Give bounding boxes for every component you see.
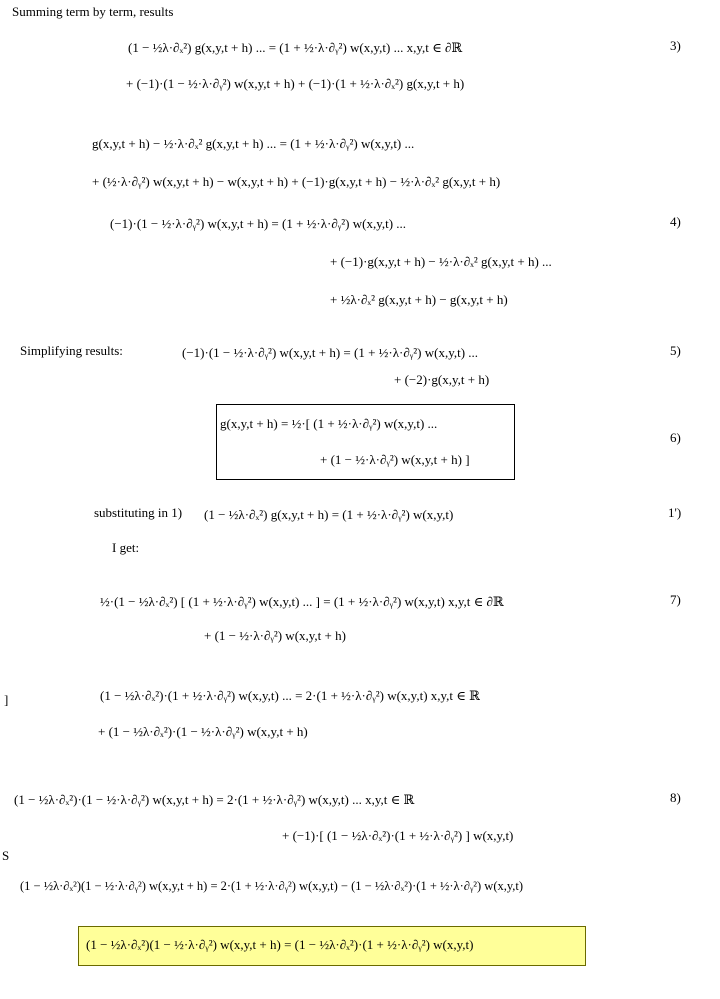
equation-3-line-4: + (½·λ·∂ᵧ²) w(x,y,t + h) − w(x,y,t + h) + (−1)·g(x,y,t + h) − ½·λ·∂ₓ² g(x,y,t + h): [92, 174, 501, 189]
equation-number-4: 4): [670, 214, 681, 229]
equation-7-line-1: ½·(1 − ½λ·∂ₓ²) [ (1 + ½·λ·∂ᵧ²) w(x,y,t) ... ] = (1 + ½·λ·∂ᵧ²) w(x,y,t) x,y,t ∈ ∂ℝ: [100, 594, 504, 609]
equation-number-3: 3): [670, 38, 681, 53]
equation-1prime: (1 − ½λ·∂ₓ²) g(x,y,t + h) = (1 + ½·λ·∂ᵧ²) w(x,y,t): [204, 507, 454, 522]
equation-4-line-3: + ½λ·∂ₓ² g(x,y,t + h) − g(x,y,t + h): [330, 292, 508, 307]
equation-5-line-2: + (−2)·g(x,y,t + h): [394, 372, 490, 387]
heading-substituting: substituting in 1): [94, 505, 183, 520]
heading-summing: Summing term by term, results: [12, 4, 174, 19]
equation-5-line-1: (−1)·(1 − ½·λ·∂ᵧ²) w(x,y,t + h) = (1 + ½·λ·∂ᵧ²) w(x,y,t) ...: [182, 345, 479, 360]
equation-3-line-2: + (−1)·(1 − ½·λ·∂ᵧ²) w(x,y,t + h) + (−1)·(1 + ½·λ·∂ₓ²) g(x,y,t + h): [126, 76, 465, 91]
equation-8-line-1: (1 − ½λ·∂ₓ²)·(1 − ½·λ·∂ᵧ²) w(x,y,t + h) = 2·(1 + ½·λ·∂ᵧ²) w(x,y,t) ... x,y,t ∈ ℝ: [14, 792, 415, 807]
stray-mark-1: ]: [4, 692, 9, 707]
equation-6-line-1: g(x,y,t + h) = ½·[ (1 + ½·λ·∂ᵧ²) w(x,y,t) ...: [220, 416, 438, 431]
equation-number-7: 7): [670, 592, 681, 607]
equation-number-1prime: 1'): [668, 505, 682, 520]
equation-3-line-1: (1 − ½λ·∂ₓ²) g(x,y,t + h) ... = (1 + ½·λ·∂ᵧ²) w(x,y,t) ... x,y,t ∈ ∂ℝ: [128, 40, 463, 55]
heading-simplifying: Simplifying results:: [20, 343, 123, 358]
equation-8-line-2: + (−1)·[ (1 − ½λ·∂ₓ²)·(1 + ½·λ·∂ᵧ²) ] w(x,y,t): [282, 828, 514, 843]
heading-iget: I get:: [112, 540, 140, 555]
equation-7-line-2: + (1 − ½·λ·∂ᵧ²) w(x,y,t + h): [204, 628, 346, 643]
equation-6-line-2: + (1 − ½·λ·∂ᵧ²) w(x,y,t + h) ]: [320, 452, 470, 467]
equation-4-line-2: + (−1)·g(x,y,t + h) − ½·λ·∂ₓ² g(x,y,t + h) ...: [330, 254, 552, 269]
equation-4-line-1: (−1)·(1 − ½·λ·∂ᵧ²) w(x,y,t + h) = (1 + ½·λ·∂ᵧ²) w(x,y,t) ...: [110, 216, 407, 231]
final-equation: (1 − ½λ·∂ₓ²)(1 − ½·λ·∂ᵧ²) w(x,y,t + h) = (1 − ½λ·∂ₓ²)·(1 + ½·λ·∂ᵧ²) w(x,y,t): [86, 937, 474, 952]
equation-3-line-3: g(x,y,t + h) − ½·λ·∂ₓ² g(x,y,t + h) ... = (1 + ½·λ·∂ᵧ²) w(x,y,t) ...: [92, 136, 415, 151]
equation-9: (1 − ½λ·∂ₓ²)(1 − ½·λ·∂ᵧ²) w(x,y,t + h) = 2·(1 + ½·λ·∂ᵧ²) w(x,y,t) − (1 − ½λ·∂ₓ²)·(1 + ½·λ·∂ᵧ²) w(x,y,t): [20, 879, 524, 893]
equation-r-line-1: (1 − ½λ·∂ₓ²)·(1 + ½·λ·∂ᵧ²) w(x,y,t) ... = 2·(1 + ½·λ·∂ᵧ²) w(x,y,t) x,y,t ∈ ℝ: [100, 688, 480, 703]
equation-number-8: 8): [670, 790, 681, 805]
equation-number-5: 5): [670, 343, 681, 358]
equation-number-6: 6): [670, 430, 681, 445]
equation-r-line-2: + (1 − ½λ·∂ₓ²)·(1 − ½·λ·∂ᵧ²) w(x,y,t + h): [98, 724, 308, 739]
stray-mark-2: S: [2, 848, 10, 863]
